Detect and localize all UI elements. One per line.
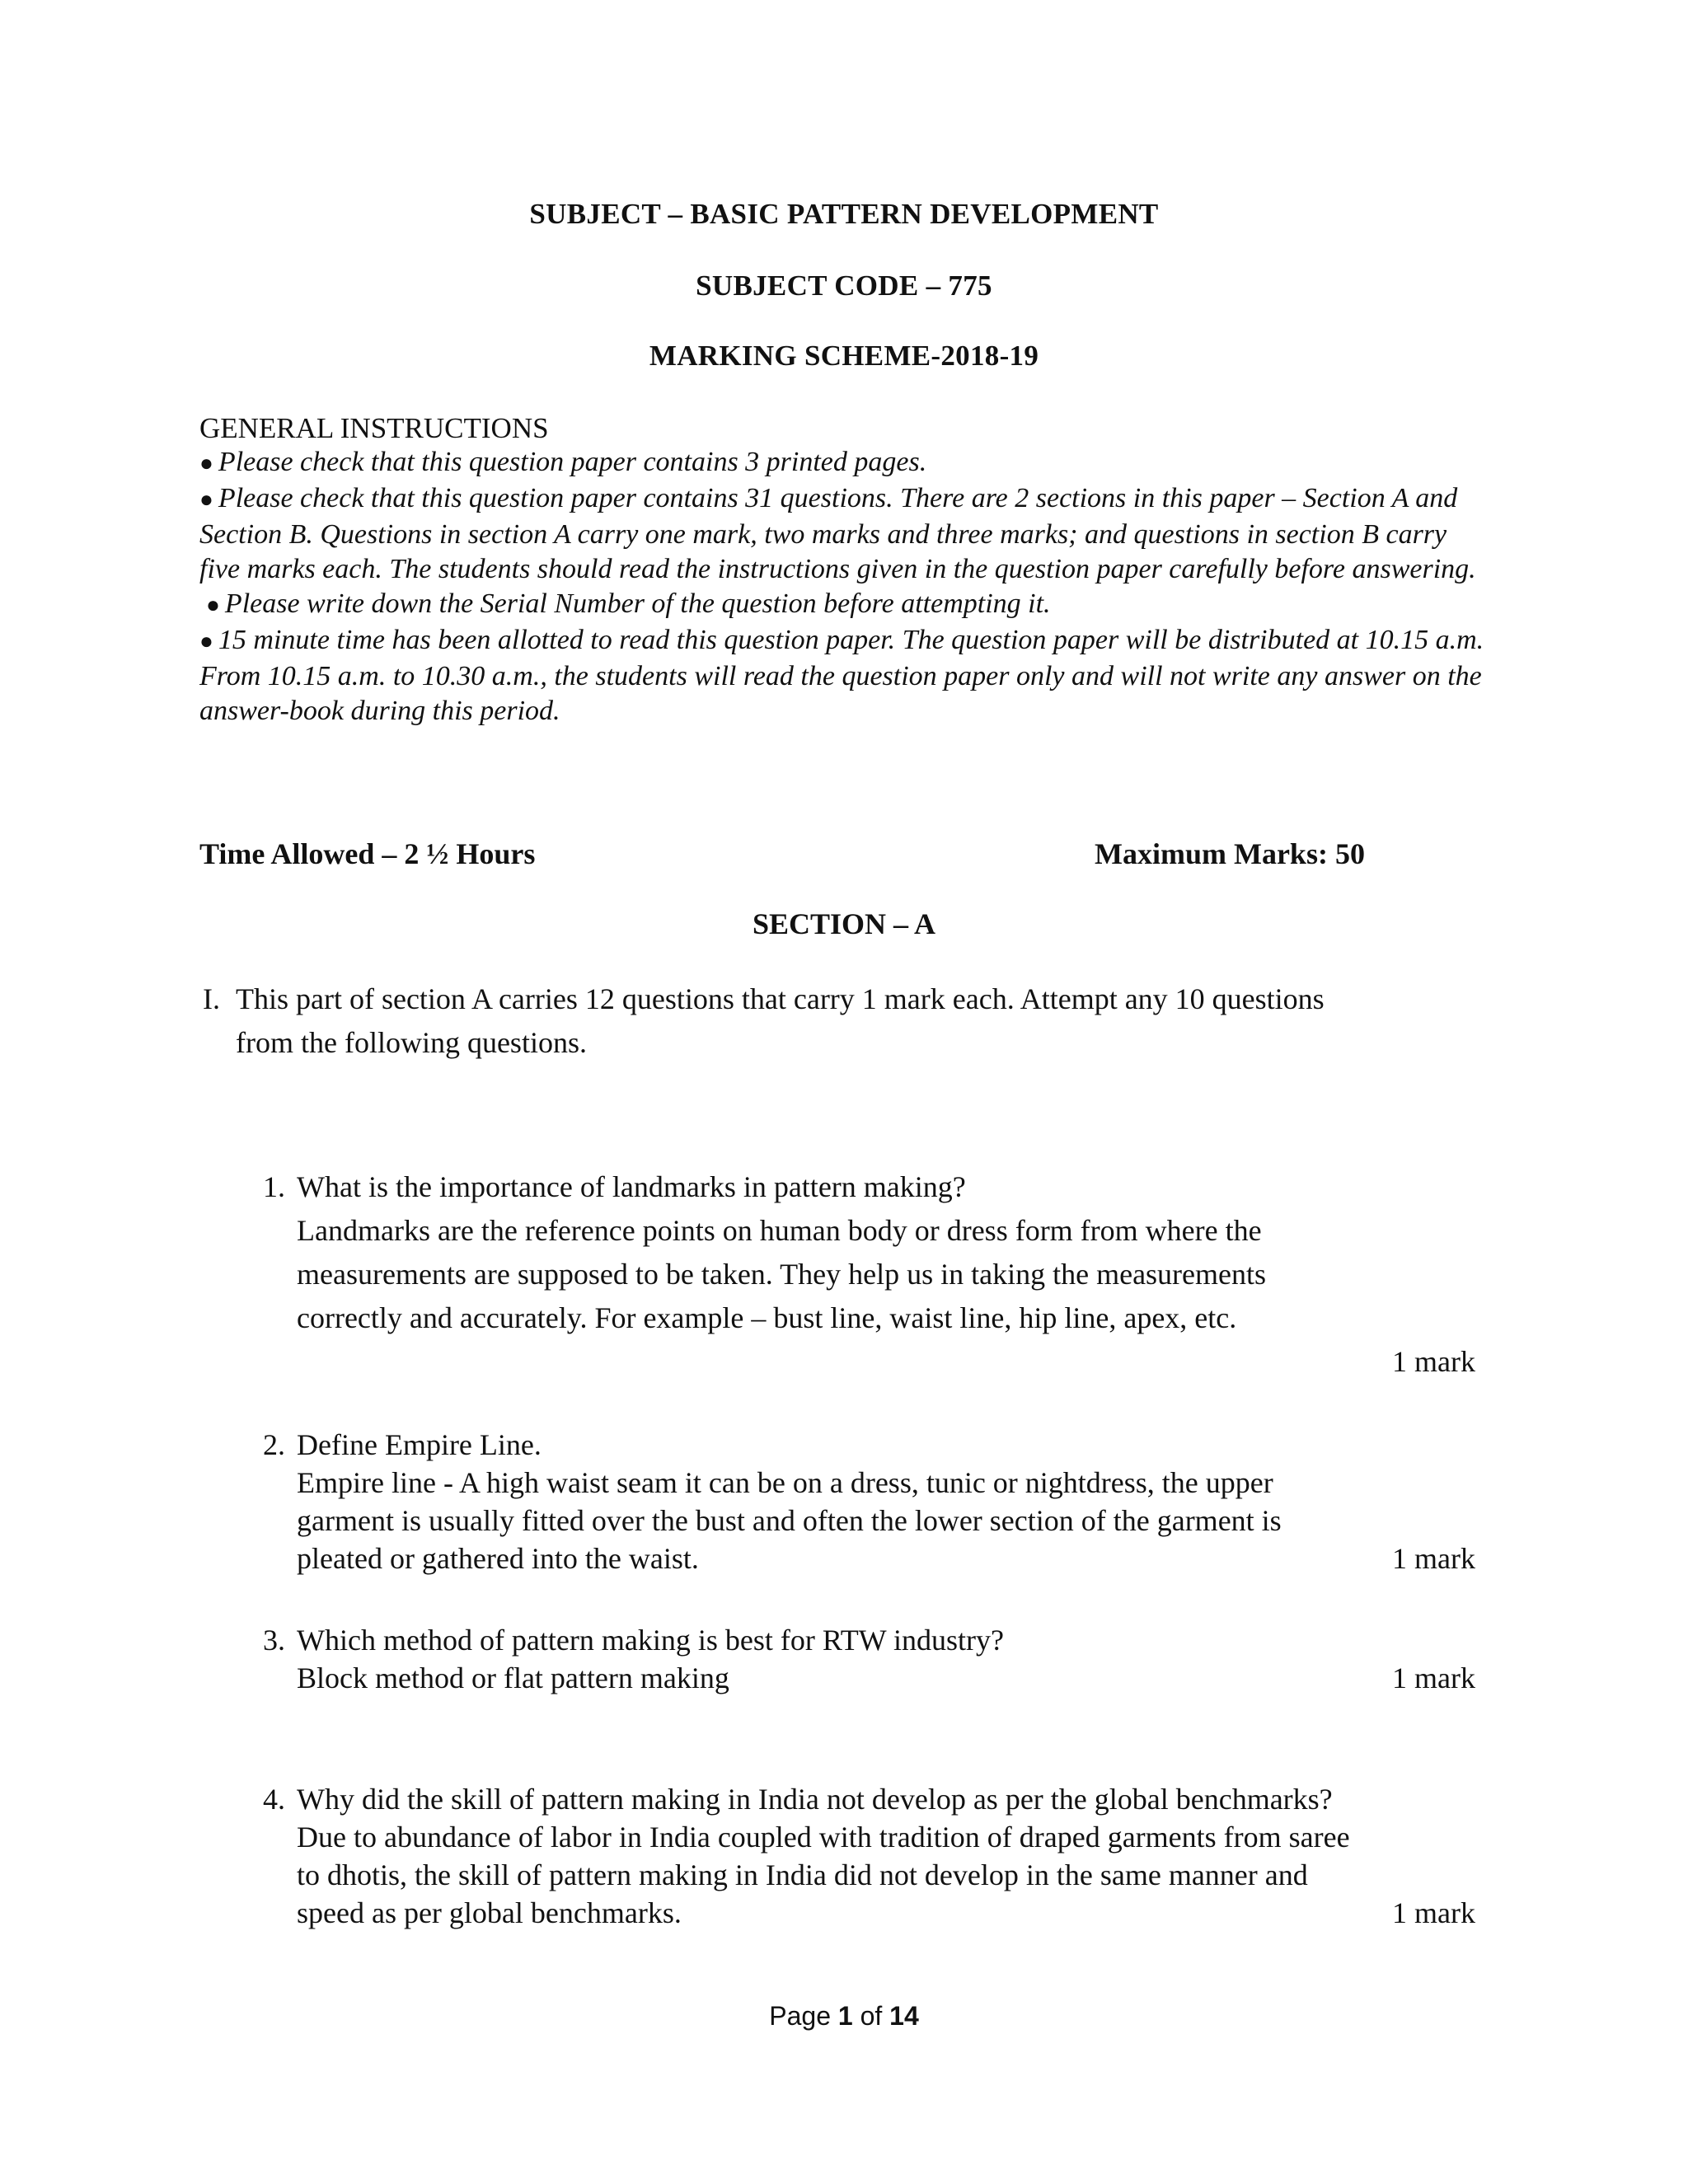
question-number: 4. bbox=[263, 1783, 285, 1816]
question-number: 1. bbox=[263, 1170, 285, 1203]
instruction-item: ● Please check that this question paper contains 31 questions. There are 2 sections in this paper – Section A and Section B. Questions in section A carry one mark, two marks and three marks; and questions in section B carry five marks each. The students should read the instructions given in the question paper carefully before answering. bbox=[199, 483, 1476, 584]
question-text: Define Empire Line. bbox=[297, 1428, 542, 1461]
answer-line: Block method or flat pattern making bbox=[297, 1661, 729, 1694]
answer-line: speed as per global benchmarks. bbox=[297, 1896, 682, 1929]
maximum-marks: Maximum Marks: 50 bbox=[1095, 837, 1365, 870]
instruction-item: ● 15 minute time has been allotted to read this question paper. The question paper will be distributed at 10.15 a.m. From 10.15 a.m. to 10.30 a.m., the students will read the question paper only and will not write any answer on the answer-book during this period. bbox=[199, 625, 1484, 726]
bullet-icon: ● bbox=[199, 629, 213, 654]
section-heading: SECTION – A bbox=[752, 907, 936, 940]
bullet-icon: ● bbox=[199, 487, 213, 513]
part-intro bbox=[203, 977, 1489, 1065]
part-intro-line-1: This part of section A carries 12 questions that carry 1 mark each. Attempt any 10 questions bbox=[236, 982, 1325, 1015]
instruction-item: ● Please check that this question paper contains 3 printed pages. bbox=[199, 447, 927, 477]
question-text: What is the importance of landmarks in pattern making? bbox=[297, 1170, 966, 1203]
question-number: 3. bbox=[263, 1624, 285, 1657]
answer-line: pleated or gathered into the waist. bbox=[297, 1542, 699, 1575]
question-text: Why did the skill of pattern making in India not develop as per the global benchmarks? bbox=[297, 1783, 1333, 1816]
answer-line: to dhotis, the skill of pattern making in India did not develop in the same manner and bbox=[297, 1858, 1308, 1891]
answer-line: measurements are supposed to be taken. They help us in taking the measurements bbox=[297, 1258, 1267, 1291]
part-numeral: I. bbox=[203, 982, 220, 1015]
page-footer bbox=[0, 2001, 1688, 2032]
general-instructions-heading: GENERAL INSTRUCTIONS bbox=[199, 412, 549, 444]
page-current: 1 bbox=[837, 2001, 853, 2031]
mark-label: 1 mark bbox=[1392, 1542, 1475, 1575]
answer-line: Due to abundance of labor in India coupled with tradition of draped garments from saree bbox=[297, 1821, 1350, 1854]
mark-label: 1 mark bbox=[1392, 1345, 1475, 1378]
page-label: Page bbox=[769, 2001, 831, 2031]
page-total: 14 bbox=[889, 2001, 919, 2031]
mark-label: 1 mark bbox=[1392, 1661, 1475, 1694]
mark-label: 1 mark bbox=[1392, 1896, 1475, 1929]
time-allowed: Time Allowed – 2 ½ Hours bbox=[199, 837, 536, 870]
answer-line: correctly and accurately. For example – bust line, waist line, hip line, apex, etc. bbox=[297, 1301, 1237, 1334]
question-text: Which method of pattern making is best for RTW industry? bbox=[297, 1624, 1004, 1657]
subject-title: SUBJECT – BASIC PATTERN DEVELOPMENT bbox=[529, 198, 1159, 230]
answer-line: garment is usually fitted over the bust and often the lower section of the garment is bbox=[297, 1504, 1282, 1537]
marking-scheme-title: MARKING SCHEME-2018-19 bbox=[649, 340, 1039, 372]
bullet-icon: ● bbox=[199, 451, 213, 476]
answer-line: Empire line - A high waist seam it can be on a dress, tunic or nightdress, the upper bbox=[297, 1466, 1273, 1499]
part-intro-line-2: from the following questions. bbox=[236, 1026, 587, 1059]
question-number: 2. bbox=[263, 1428, 285, 1461]
page-of: of bbox=[860, 2001, 883, 2031]
subject-code: SUBJECT CODE – 775 bbox=[696, 269, 992, 302]
instruction-item: ● Please write down the Serial Number of the question before attempting it. bbox=[206, 588, 1051, 619]
general-instructions-list bbox=[199, 445, 1485, 729]
answer-line: Landmarks are the reference points on human body or dress form from where the bbox=[297, 1214, 1262, 1247]
bullet-icon: ● bbox=[206, 593, 220, 618]
